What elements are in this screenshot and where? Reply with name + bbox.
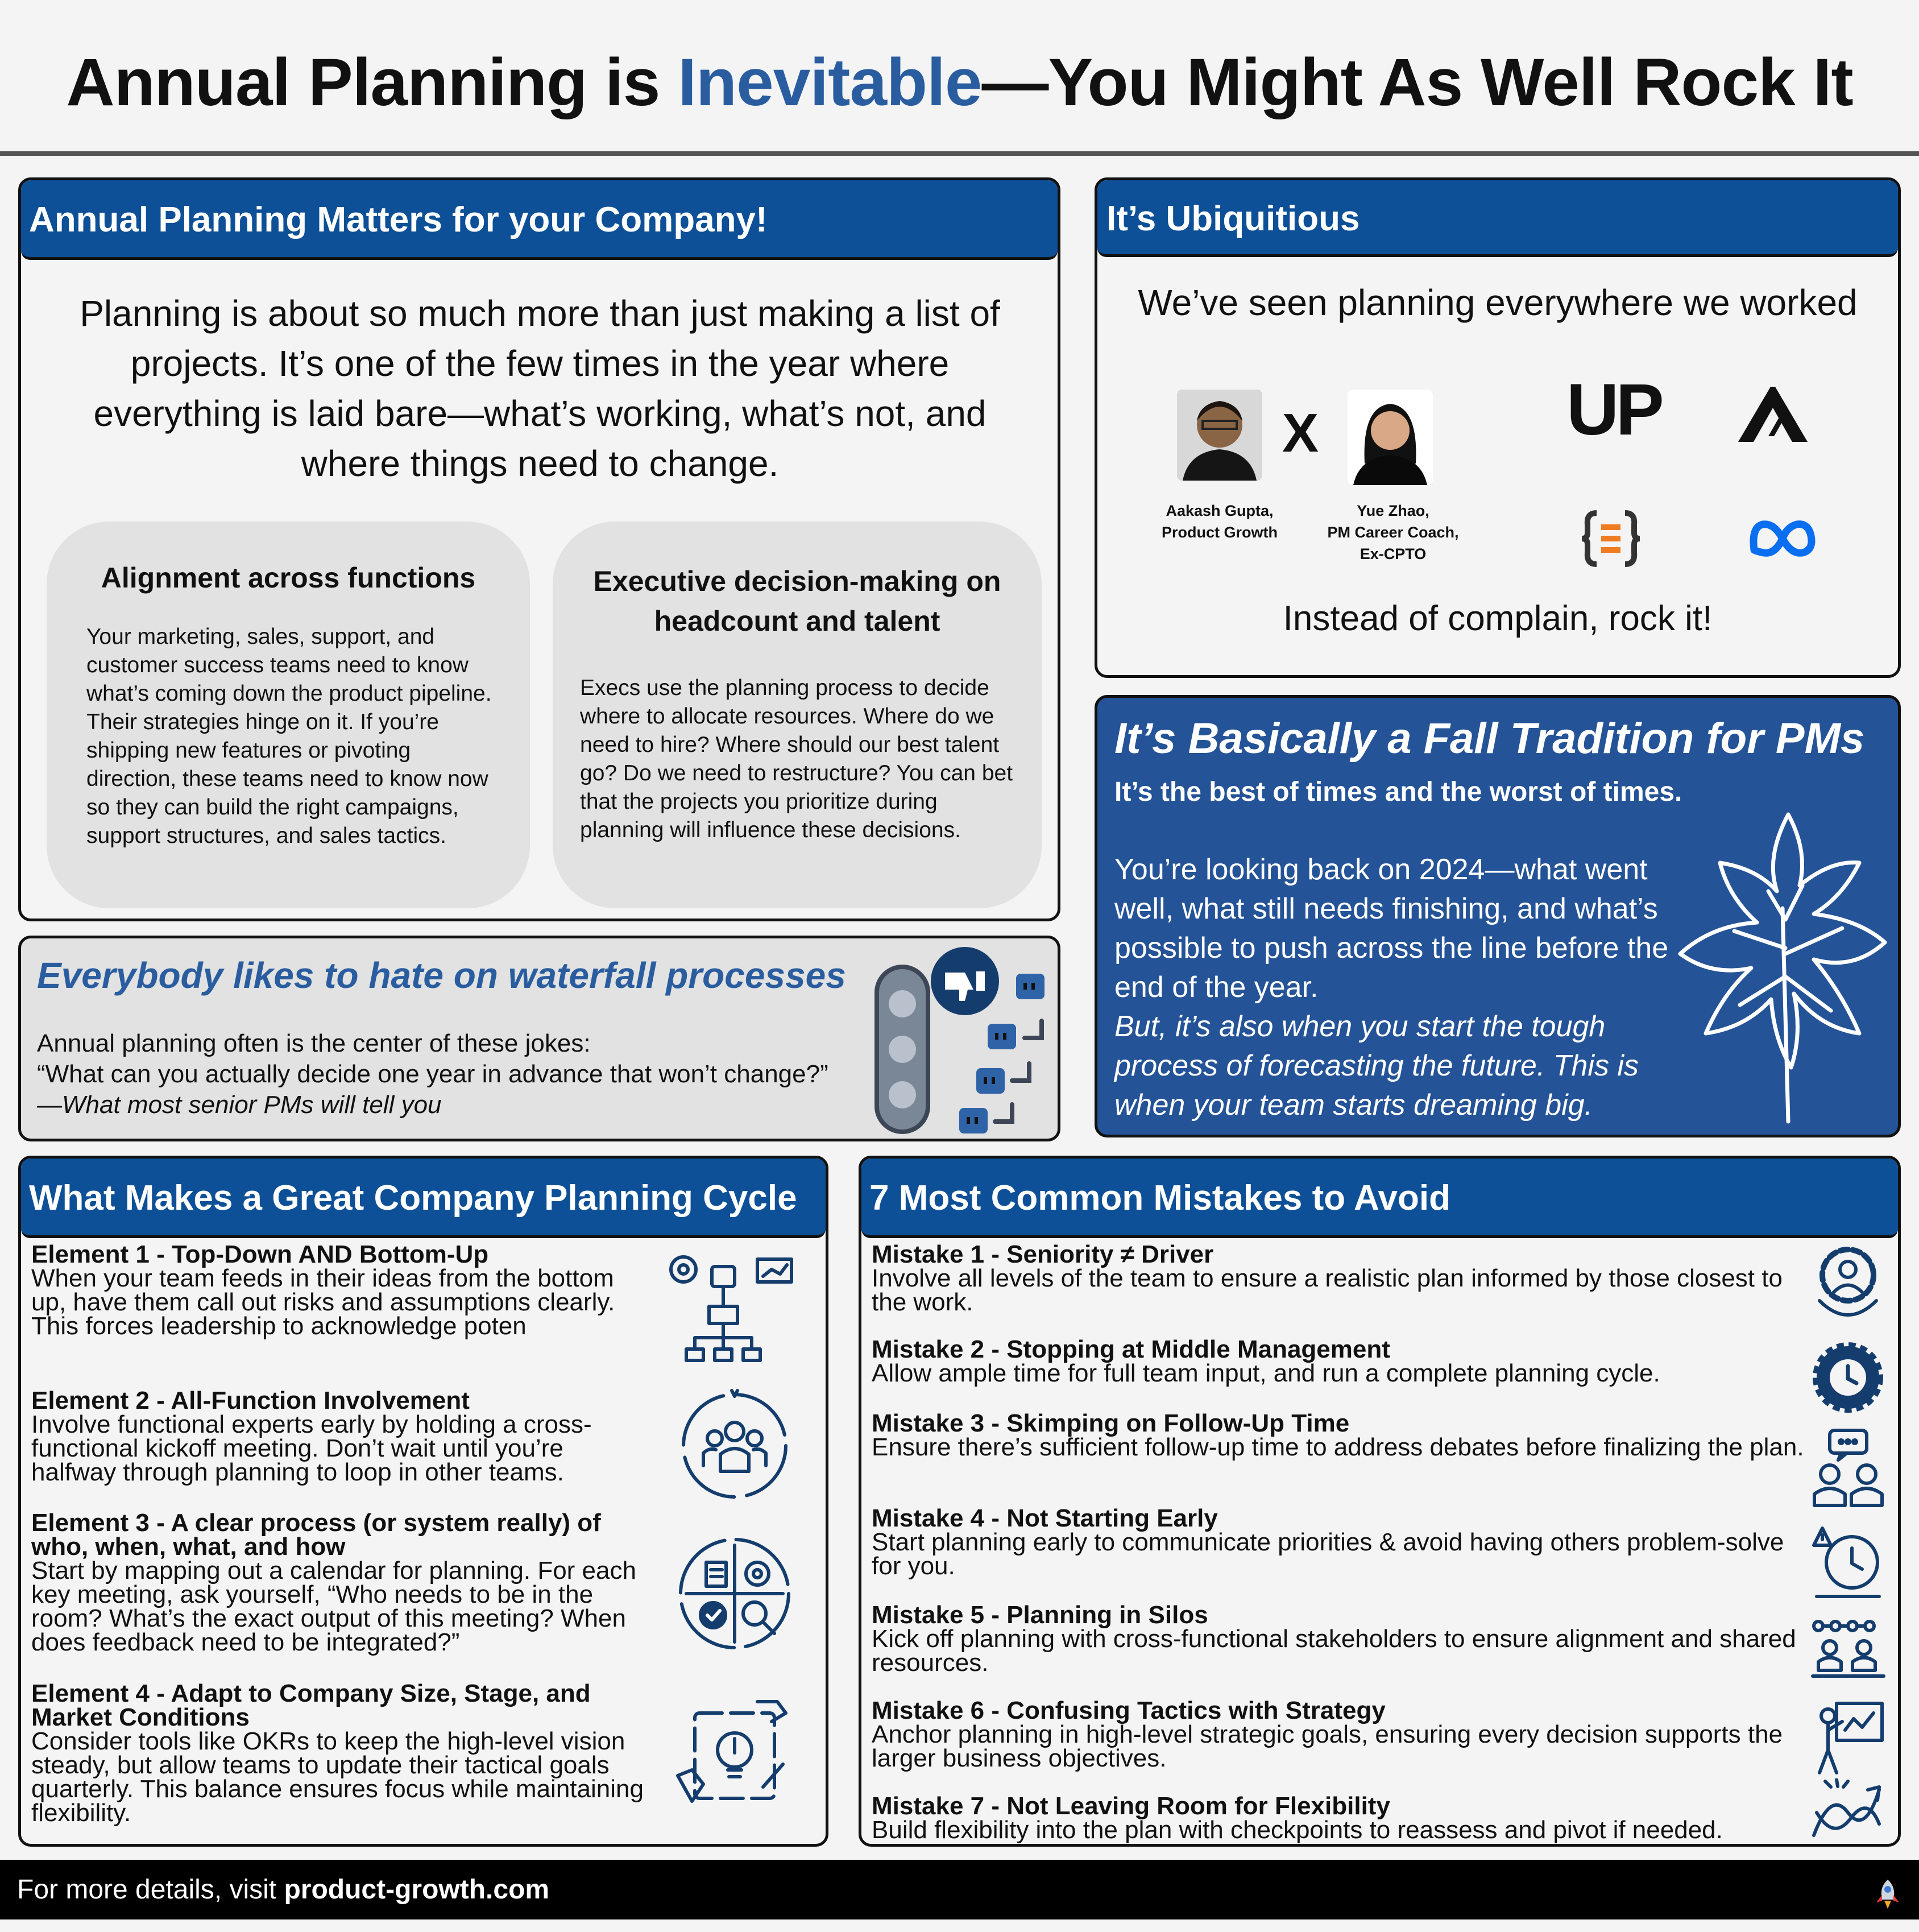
mistake-7-body: Build flexibility into the plan with checkpoints to reassess and pivot if needed.: [872, 1816, 1723, 1844]
avatar-aakash: [1177, 390, 1262, 481]
matters-intro: Planning is about so much more than just making a list of projects. It’s one of the few times in the year where everything is laid bare—what’s working, what’s not, and where things need to change.: [80, 293, 1000, 484]
person1-caption: [1160, 500, 1279, 543]
deadline-clock-icon: [1811, 1523, 1885, 1605]
mistake-1: [872, 1240, 1810, 1316]
avatar-yue: [1348, 390, 1433, 485]
element-4-body: Consider tools like OKRs to keep the high-level vision steady, but allow teams to update their tactical goals quarterly. This balance ensures focus while maintaining flexibility.: [31, 1727, 644, 1827]
strategy-board-icon: [1811, 1699, 1885, 1778]
mistake-4-title: Mistake 4 - Not Starting Early: [872, 1504, 1218, 1532]
element-3-title: Element 3 - A clear process (or system really) of who, when, what, and how: [31, 1509, 601, 1561]
person1-role: Product Growth: [1162, 524, 1278, 541]
leaf-icon: [1672, 806, 1893, 1127]
mistake-4-body: Start planning early to communicate priorities & avoid having others problem-solve for you.: [872, 1528, 1784, 1580]
person2-name: Yue Zhao,: [1357, 502, 1429, 519]
title-accent: Inevitable: [678, 45, 982, 120]
matters-panel: [18, 177, 1060, 921]
mistake-7: [872, 1794, 1810, 1842]
mistake-1-body: Involve all levels of the team to ensure a realistic plan informed by those closest to the work.: [872, 1264, 1783, 1316]
clock-gear-icon: [1811, 1341, 1885, 1417]
element-1-title: Element 1 - Top-Down AND Bottom-Up: [31, 1240, 489, 1268]
person-photo-icon: [1348, 390, 1433, 485]
fall-subheading: It’s the best of times and the worst of times.: [1114, 777, 1682, 807]
executive-card: [553, 522, 1042, 908]
mistake-1-title: Mistake 1 - Seniority ≠ Driver: [872, 1240, 1214, 1268]
ubiquitous-panel: [1095, 177, 1901, 678]
title-divider: [0, 151, 1919, 156]
triangle-logo-icon: [1735, 382, 1812, 448]
mistake-3-title: Mistake 3 - Skimping on Follow-Up Time: [872, 1409, 1350, 1437]
element-2: [31, 1389, 645, 1484]
fall-heading: It’s Basically a Fall Tradition for PMs: [1114, 714, 1865, 763]
cycle-panel: [18, 1156, 828, 1847]
mistake-5: [872, 1603, 1810, 1675]
rocket-icon: [1871, 1872, 1905, 1906]
element-1: [31, 1240, 645, 1340]
element-2-title: Element 2 - All-Function Involvement: [31, 1387, 470, 1414]
matters-heading: Annual Planning Matters for your Company!: [21, 180, 1058, 260]
mistake-5-title: Mistake 5 - Planning in Silos: [872, 1601, 1208, 1629]
page-title: [0, 0, 1919, 154]
footer-link[interactable]: product-growth.com: [284, 1875, 550, 1905]
element-4-title: Element 4 - Adapt to Company Size, Stage, and Market Conditions: [31, 1679, 591, 1731]
process-quadrant-icon: [672, 1531, 797, 1659]
ubiquitous-closing: Instead of complain, rock it!: [1283, 599, 1713, 638]
mistake-6-body: Anchor planning in high-level strategic goals, ensuring every decision supports the larger business objectives.: [872, 1720, 1783, 1772]
person1-name: Aakash Gupta,: [1166, 502, 1274, 519]
team-cycle-icon: [675, 1386, 794, 1508]
alignment-card: [47, 522, 530, 908]
waterfall-line2: “What can you actually decide one year in advance that won’t change?”: [37, 1060, 828, 1088]
hierarchy-flow-icon: [661, 1252, 826, 1369]
waterfall-heading: Everybody likes to hate on waterfall processes: [37, 955, 846, 996]
element-3-body: Start by mapping out a calendar for planning. For each key meeting, ask yourself, “Who needs to be in the room? What’s the exact output of this meeting? When does feedback need to be integrated?”: [31, 1557, 636, 1656]
mistake-7-title: Mistake 7 - Not Leaving Room for Flexibility: [872, 1792, 1390, 1820]
mistake-6-title: Mistake 6 - Confusing Tactics with Strategy: [872, 1697, 1386, 1724]
mistake-6: [872, 1699, 1810, 1770]
leader-gear-icon: [1811, 1244, 1885, 1326]
title-part1: Annual Planning is: [66, 45, 678, 120]
executive-card-title: Executive decision-making on headcount and talent: [593, 565, 1001, 637]
meta-logo-icon: [1746, 516, 1819, 564]
waterfall-line1: Annual planning often is the center of these jokes:: [37, 1029, 591, 1057]
person2-role2: Ex-CPTO: [1360, 545, 1427, 562]
fall-panel: [1095, 695, 1901, 1137]
flexible-arrows-icon: [1808, 1778, 1888, 1847]
alignment-card-title: Alignment across functions: [101, 562, 476, 594]
executive-card-body: Execs use the planning process to decide where to allocate resources. Where do we need to hire? Where should our best talent go? Do we need to restructure? You can bet that the projects you prioritize during planning will influence these decisions.: [580, 676, 1013, 842]
alignment-card-body: Your marketing, sales, support, and customer success teams need to know what’s coming down the product pipeline. Their strategies hinge on it. If you’re shipping new features or pivoting direction, these teams need to know now so they can build the right campaigns, support structures, and sales tactics.: [86, 624, 492, 848]
mistake-2: [872, 1335, 1810, 1387]
mistake-2-title: Mistake 2 - Stopping at Middle Management: [872, 1335, 1390, 1363]
brackets-logo-icon: [1580, 507, 1642, 573]
waterfall-panel: [18, 936, 1060, 1141]
silos-people-icon: [1810, 1619, 1887, 1690]
person2-role: PM Career Coach,: [1327, 524, 1459, 541]
fall-italic: But, it’s also when you start the tough process of forecasting the future. This is when your team starts dreaming big.: [1114, 1010, 1639, 1122]
element-1-body: When your team feeds in their ideas from the bottom up, have them call out risks and assumptions clearly. This forces leadership to acknowledge poten: [31, 1264, 615, 1340]
waterfall-line3: —What most senior PMs will tell you: [37, 1091, 442, 1119]
thumbs-down-workflow-icon: [865, 944, 1053, 1141]
hands-idea-icon: [672, 1690, 797, 1818]
element-4: [31, 1679, 645, 1827]
footer-bar: [0, 1860, 1919, 1919]
mistake-3-body: Ensure there’s sufficient follow-up time to address debates before finalizing the plan.: [872, 1433, 1804, 1461]
conversation-icon: [1810, 1426, 1887, 1514]
mistakes-heading: 7 Most Common Mistakes to Avoid: [861, 1159, 1898, 1238]
person2-caption: [1322, 500, 1464, 565]
element-2-body: Involve functional experts early by holding a cross-functional kickoff meeting. Don’t wait until you’re halfway through planning to loop in other teams.: [31, 1410, 592, 1486]
mistake-4: [872, 1504, 1810, 1580]
up-logo: UP: [1566, 369, 1661, 450]
mistakes-panel: [859, 1156, 1901, 1847]
ubiquitous-intro: We’ve seen planning everywhere we worked: [1138, 282, 1858, 323]
element-3: [31, 1511, 645, 1654]
mistake-3: [872, 1409, 1810, 1461]
ubiquitous-heading: It’s Ubiquitious: [1097, 180, 1898, 257]
footer-prefix: For more details, visit: [17, 1875, 284, 1905]
person-photo-icon: [1177, 390, 1262, 481]
x-mark: X: [1282, 403, 1319, 464]
mistake-5-body: Kick off planning with cross-functional stakeholders to ensure alignment and shared resources.: [872, 1625, 1796, 1677]
title-part2: —You Might As Well Rock It: [981, 45, 1853, 120]
mistake-2-body: Allow ample time for full team input, and run a complete planning cycle.: [872, 1359, 1660, 1387]
fall-body: You’re looking back on 2024—what went well, what still needs finishing, and what’s possible to push across the line before the end of the year.: [1114, 853, 1669, 1004]
cycle-heading: What Makes a Great Company Planning Cycle: [21, 1159, 826, 1238]
